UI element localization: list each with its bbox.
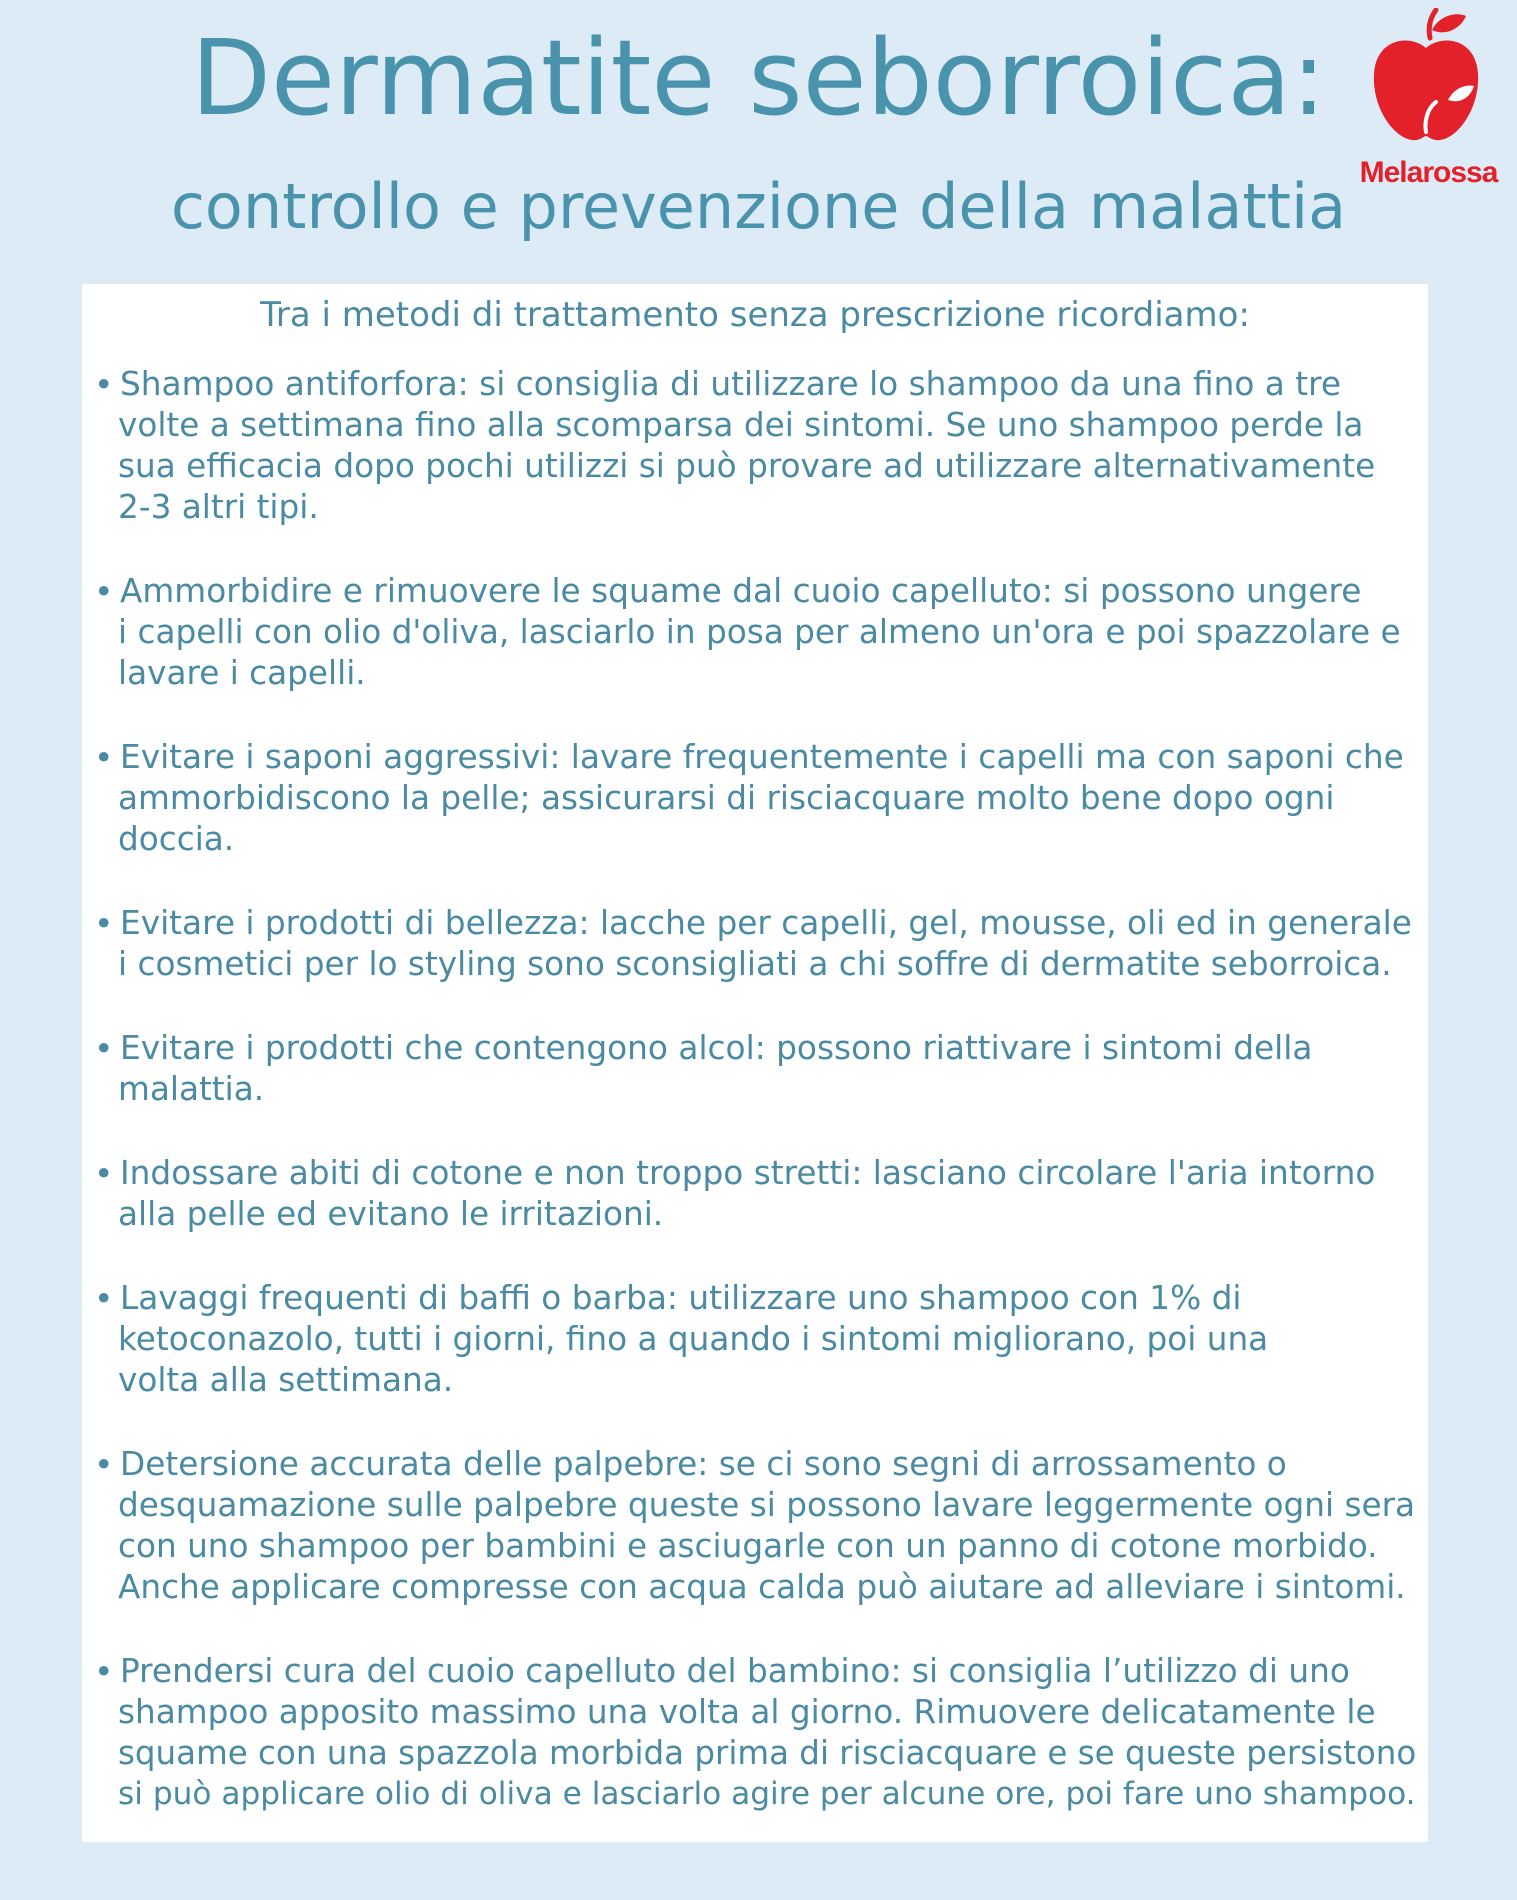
tip-line: Evitare i saponi aggressivi: lavare frequentemente i capelli ma con saponi che <box>120 738 1404 776</box>
tip-item <box>82 1278 1428 1401</box>
tip-line: doccia. <box>118 820 235 858</box>
tip-line: alla pelle ed evitano le irritazioni. <box>118 1195 664 1233</box>
tip-line: 2-3 altri tipi. <box>118 488 319 526</box>
bullet: • <box>94 1445 114 1484</box>
tip-line: i cosmetici per lo styling sono sconsigliati a chi soffre di dermatite seborroica. <box>118 945 1392 983</box>
tip-item <box>82 903 1428 985</box>
tip-item <box>82 571 1428 694</box>
tip-line: con uno shampoo per bambini e asciugarle con un panno di cotone morbido. <box>118 1527 1378 1565</box>
tips-panel <box>82 284 1428 1842</box>
tip-line: Ammorbidire e rimuovere le squame dal cuoio capelluto: si possono ungere <box>120 572 1362 610</box>
tip-line: desquamazione sulle palpebre queste si possono lavare leggermente ogni sera <box>118 1486 1416 1524</box>
tip-line: squame con una spazzola morbida prima di risciacquare e se queste persistono <box>118 1734 1417 1772</box>
tip-line: Evitare i prodotti che contengono alcol: possono riattivare i sintomi della <box>120 1029 1313 1067</box>
bullet: • <box>94 1029 114 1068</box>
tips-list <box>82 364 1428 1815</box>
header <box>0 0 1517 280</box>
bullet: • <box>94 904 114 943</box>
tip-line: volte a settimana fino alla scomparsa dei sintomi. Se uno shampoo perde la <box>118 406 1364 444</box>
tip-line: malattia. <box>118 1070 265 1108</box>
tip-line: si può applicare olio di oliva e lasciarlo agire per alcune ore, poi fare uno shampoo. <box>118 1776 1416 1812</box>
tip-line: Prendersi cura del cuoio capelluto del bambino: si consiglia l’utilizzo di uno <box>120 1652 1350 1690</box>
bullet: • <box>94 1652 114 1691</box>
tip-line: i capelli con olio d'oliva, lasciarlo in posa per almeno un'ora e poi spazzolare e <box>118 613 1401 651</box>
tip-item <box>82 1651 1428 1815</box>
page-title: Dermatite seborroica: <box>190 17 1327 139</box>
page-subtitle: controllo e prevenzione della malattia <box>170 170 1347 243</box>
tip-line: Anche applicare compresse con acqua calda può aiutare ad alleviare i sintomi. <box>118 1568 1406 1606</box>
tip-item <box>82 737 1428 860</box>
apple-icon <box>1370 8 1482 148</box>
tip-line: Evitare i prodotti di bellezza: lacche per capelli, gel, mousse, oli ed in generale <box>120 904 1412 942</box>
tip-line: Indossare abiti di cotone e non troppo stretti: lasciano circolare l'aria intorno <box>120 1154 1376 1192</box>
bullet: • <box>94 738 114 777</box>
tip-line: shampoo apposito massimo una volta al giorno. Rimuovere delicatamente le <box>118 1693 1376 1731</box>
tip-line: lavare i capelli. <box>118 654 366 692</box>
tip-item <box>82 1444 1428 1608</box>
bullet: • <box>94 1279 114 1318</box>
tip-line: volta alla settimana. <box>118 1361 454 1399</box>
intro-text: Tra i metodi di trattamento senza prescrizione ricordiamo: <box>260 295 1250 335</box>
tip-line: Lavaggi frequenti di baffi o barba: utilizzare uno shampoo con 1% di <box>120 1279 1242 1317</box>
tip-item <box>82 1028 1428 1110</box>
tip-item <box>82 364 1428 528</box>
bullet: • <box>94 1154 114 1193</box>
tip-line: ketoconazolo, tutti i giorni, fino a quando i sintomi migliorano, poi una <box>118 1320 1269 1358</box>
brand-name: Melarossa <box>1359 156 1498 189</box>
tip-item <box>82 1153 1428 1235</box>
tip-line: ammorbidiscono la pelle; assicurarsi di risciacquare molto bene dopo ogni <box>118 779 1335 817</box>
tip-line: Detersione accurata delle palpebre: se ci sono segni di arrossamento o <box>120 1445 1287 1483</box>
bullet: • <box>94 572 114 611</box>
tip-line: sua efficacia dopo pochi utilizzi si può provare ad utilizzare alternativamente <box>118 447 1376 485</box>
tip-line: Shampoo antiforfora: si consiglia di utilizzare lo shampoo da una fino a tre <box>120 365 1341 403</box>
brand-logo <box>1346 8 1511 188</box>
bullet: • <box>94 365 114 404</box>
